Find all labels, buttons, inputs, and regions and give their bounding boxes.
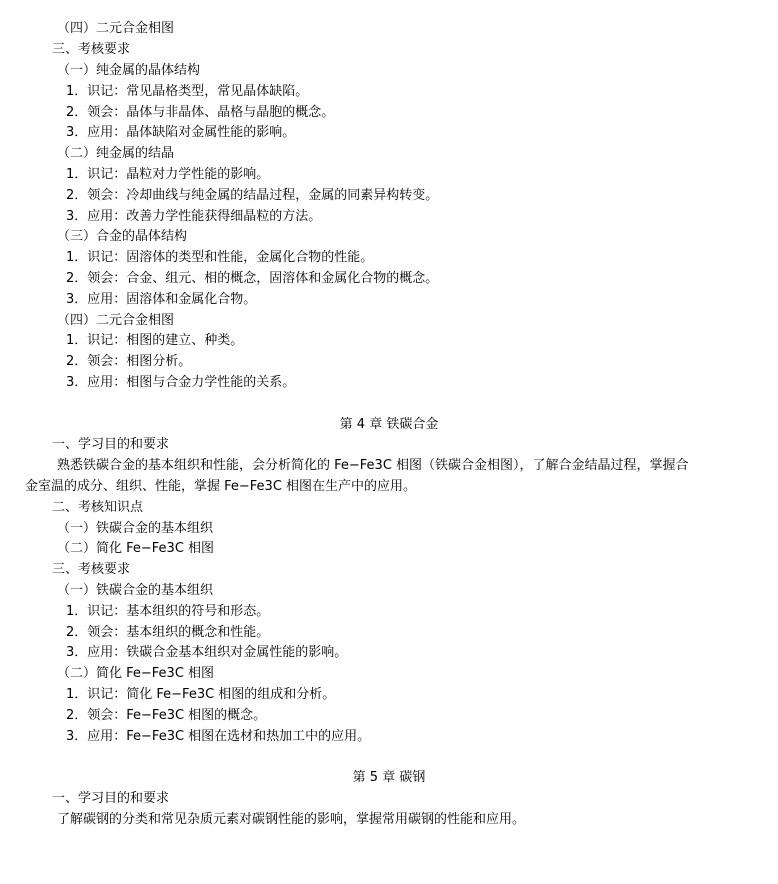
- list-item: 3．应用：相图与合金力学性能的关系。: [66, 375, 296, 390]
- section-heading: 一、学习目的和要求: [52, 791, 170, 806]
- paragraph-line: 金室温的成分、组织、性能，掌握 Fe−Fe3C 相图在生产中的应用。: [25, 479, 417, 494]
- paragraph-line: 了解碳钢的分类和常见杂质元素对碳钢性能的影响，掌握常用碳钢的性能和应用。: [57, 812, 526, 827]
- list-item: 2．领会：晶体与非晶体、晶格与晶胞的概念。: [66, 105, 335, 120]
- subsection-heading: （四）二元合金相图: [57, 21, 175, 36]
- list-item: 1．识记：基本组织的符号和形态。: [66, 604, 270, 619]
- list-item: 1．识记：常见晶格类型，常见晶体缺陷。: [66, 84, 309, 99]
- subsection-heading: （二）简化 Fe−Fe3C 相图: [57, 666, 215, 681]
- list-item: 1．识记：相图的建立、种类。: [66, 333, 244, 348]
- list-item: 1．识记：晶粒对力学性能的影响。: [66, 167, 270, 182]
- section-heading: 二、考核知识点: [52, 500, 144, 515]
- subsection-heading: （二）纯金属的结晶: [57, 146, 175, 161]
- list-item: 1．识记：简化 Fe−Fe3C 相图的组成和分析。: [66, 687, 336, 702]
- paragraph-line: 熟悉铁碳合金的基本组织和性能，会分析简化的 Fe−Fe3C 相图（铁碳合金相图），了解合金结晶过程，掌握合: [57, 458, 689, 473]
- section-heading: 三、考核要求: [52, 42, 131, 57]
- subsection-heading: （二）简化 Fe−Fe3C 相图: [57, 541, 215, 556]
- list-item: 1．识记：固溶体的类型和性能，金属化合物的性能。: [66, 250, 374, 265]
- list-item: 2．领会：合金、组元、相的概念，固溶体和金属化合物的概念。: [66, 271, 439, 286]
- subsection-heading: （一）纯金属的晶体结构: [57, 63, 201, 78]
- chapter-title: 第 5 章 碳钢: [352, 770, 426, 785]
- subsection-heading: （一）铁碳合金的基本组织: [57, 521, 214, 536]
- list-item: 2．领会：相图分析。: [66, 354, 192, 369]
- list-item: 3．应用：固溶体和金属化合物。: [66, 292, 257, 307]
- list-item: 3．应用：改善力学性能获得细晶粒的方法。: [66, 209, 322, 224]
- list-item: 2．领会：Fe−Fe3C 相图的概念。: [66, 708, 267, 723]
- section-heading: 一、学习目的和要求: [52, 437, 170, 452]
- subsection-heading: （三）合金的晶体结构: [57, 229, 188, 244]
- list-item: 2．领会：基本组织的概念和性能。: [66, 625, 270, 640]
- section-heading: 三、考核要求: [52, 562, 131, 577]
- list-item: 3．应用：晶体缺陷对金属性能的影响。: [66, 125, 296, 140]
- list-item: 3．应用：Fe−Fe3C 相图在选材和热加工中的应用。: [66, 729, 371, 744]
- list-item: 3．应用：铁碳合金基本组织对金属性能的影响。: [66, 645, 348, 660]
- chapter-title: 第 4 章 铁碳合金: [339, 417, 439, 432]
- subsection-heading: （四）二元合金相图: [57, 313, 175, 328]
- list-item: 2．领会：冷却曲线与纯金属的结晶过程，金属的同素异构转变。: [66, 188, 439, 203]
- subsection-heading: （一）铁碳合金的基本组织: [57, 583, 214, 598]
